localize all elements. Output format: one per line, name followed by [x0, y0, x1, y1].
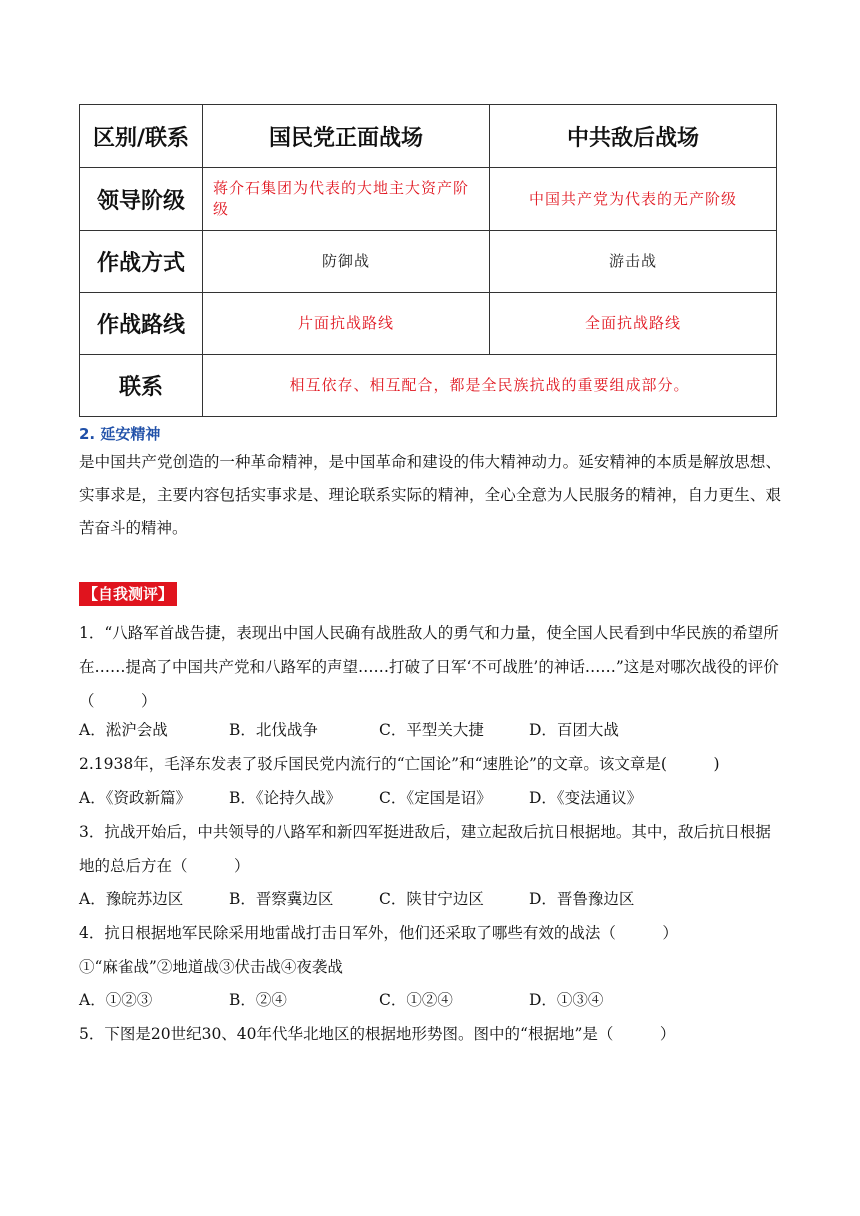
header-cell: 区别/联系	[80, 105, 203, 168]
table-cell: 防御战	[203, 231, 490, 293]
option: B．②④	[229, 991, 287, 1009]
section-paragraph: 是中国共产党创造的一种革命精神，是中国革命和建设的伟大精神动力。延安精神的本质是解放思想、实事求是，主要内容包括实事求是、理论联系实际的精神，全心全意为人民服务的精神，自力更生、艰苦奋斗的精神。	[79, 453, 781, 537]
question-1: 1．“八路军首战告捷，表现出中国人民确有战胜敌人的勇气和力量，使全国人民看到中华民族的希望所在……提高了中国共产党和八路军的声望……打破了日军‘不可战胜’的神话……”这是对哪次战役的评价（ ）	[79, 624, 779, 710]
comparison-table	[79, 104, 777, 417]
header-cell: 国民党正面战场	[203, 105, 490, 168]
question-2: 2.1938年，毛泽东发表了驳斥国民党内流行的“亡国论”和“速胜论”的文章。该文章是( )	[79, 755, 720, 773]
table-row	[80, 293, 777, 355]
row-label: 作战路线	[80, 293, 203, 355]
table-row	[80, 231, 777, 293]
row-label: 领导阶级	[80, 168, 203, 231]
table-row	[80, 168, 777, 231]
question-3: 3．抗战开始后，中共领导的八路军和新四军挺进敌后，建立起敌后抗日根据地。其中，敌后抗日根据地的总后方在（ ）	[79, 823, 771, 875]
table-cell: 相互依存、相互配合，都是全民族抗战的重要组成部分。	[203, 355, 777, 417]
section-title: 2. 延安精神	[79, 425, 161, 443]
option: B．北伐战争	[229, 721, 318, 739]
option: C．《定国是诏》	[379, 789, 492, 807]
option: B．晋察冀边区	[229, 890, 334, 908]
option: A．《资政新篇》	[79, 789, 191, 807]
table-row	[80, 355, 777, 417]
option: D．①③④	[529, 991, 604, 1009]
question-4-options	[79, 983, 603, 1017]
option: D．《变法通议》	[529, 789, 643, 807]
option: C．陕甘宁边区	[379, 890, 484, 908]
question-3-options	[79, 882, 634, 916]
option: C．①②④	[379, 991, 453, 1009]
option: B．《论持久战》	[229, 789, 342, 807]
table-cell: 中国共产党为代表的无产阶级	[490, 168, 777, 231]
header-cell: 中共敌后战场	[490, 105, 777, 168]
option: A．淞沪会战	[79, 721, 168, 739]
table-cell: 全面抗战路线	[490, 293, 777, 355]
question-4: 4．抗日根据地军民除采用地雷战打击日军外，他们还采取了哪些有效的战法（ ）	[79, 924, 678, 942]
option: D．晋鲁豫边区	[529, 890, 635, 908]
row-label: 作战方式	[80, 231, 203, 293]
table-header-row	[80, 105, 777, 168]
option: A．①②③	[79, 991, 153, 1009]
question-4-items: ①“麻雀战”②地道战③伏击战④夜袭战	[79, 958, 343, 976]
question-2-options	[79, 781, 642, 815]
table-cell: 片面抗战路线	[203, 293, 490, 355]
table-cell: 蒋介石集团为代表的大地主大资产阶级	[203, 168, 490, 231]
row-label: 联系	[80, 355, 203, 417]
question-5: 5．下图是20世纪30、40年代华北地区的根据地形势图。图中的“根据地”是（ ）	[79, 1025, 676, 1043]
option: D．百团大战	[529, 721, 619, 739]
self-test-badge: 【自我测评】	[79, 582, 177, 606]
table-cell: 游击战	[490, 231, 777, 293]
option: C．平型关大捷	[379, 721, 484, 739]
option: A．豫皖苏边区	[79, 890, 184, 908]
question-1-options	[79, 713, 619, 747]
